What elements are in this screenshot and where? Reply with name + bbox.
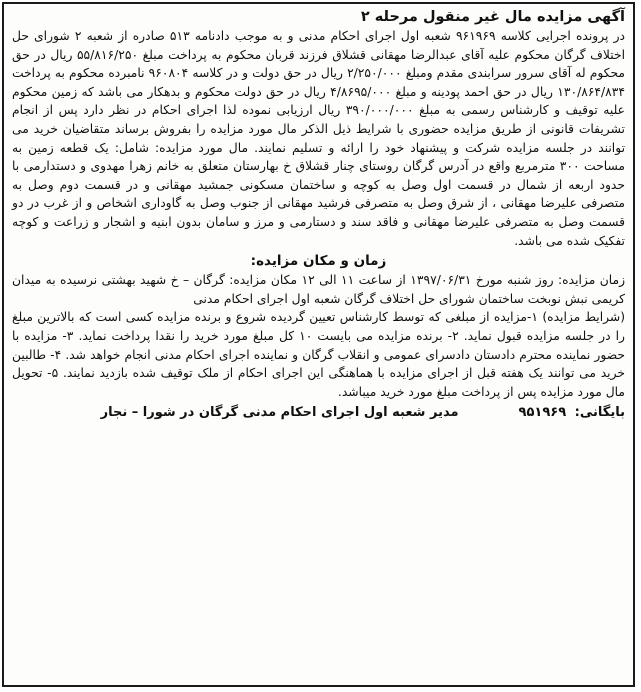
archive-label: بایگانی: <box>574 405 625 421</box>
archive-block <box>519 403 625 423</box>
auction-conditions: (شرایط مزایده) ۱-مزایده از مبلغی که توسط کارشناس تعیین گردیده شروع و برنده مزایده کسی است که بالاترین مبلغ را در جلسه مزایده قبول نماید. ۲- برنده مزایده می بایست ۱۰ کل مبلغ مورد خرید را نقدا پرداخت نماید. ۳- مزایده با حضور نماینده محترم دادستان دادسرای عمومی و انقلاب گرگان و نماینده اجرای احکام مدنی انجام خواهد شد. ۴- طالبین خرید می توانند یک هفته قبل از اجرای مزایده با هماهنگی این اجرای احکام از ملک توقیف شده بازدید نمایند. ۵- تحویل مال مورد مزایده پس از پرداخت مبلغ مورد خرید میباشد. <box>12 310 625 399</box>
time-place-heading: زمان و مکان مزایده: <box>250 253 387 270</box>
notice-title: آگهی مزایده مال غیر منقول مرحله ۲ <box>360 9 625 25</box>
notice-body: در پرونده اجرایی کلاسه ۹۶۱۹۶۹ شعبه اول اجرای احکام مدنی و به موجب دادنامه ۵۱۳ صادره از شعبه ۲ شورای حل اختلاف گرگان محکوم علیه آقای عبدالرضا مهقانی قشلاق فرزند قربان محکوم به پرداخت مبلغ ۵۵/۸۱۶/۲۵۰ ریال در حق محکوم له آقای سرور سرابندی مقدم ومبلغ ۲/۲۵۰/۰۰۰ ریال در حق دولت و در کلاسه ۹۶۰۸۰۴ نامبرده محکوم به پرداخت ۱۳۰/۸۶۴/۸۳۴ ریال در حق احمد پودینه و مبلغ ۴/۸۶۹۵/۰۰۰ ریال در حق دولت محکوم و بدهکار می باشد که زمین محکوم علیه توقیف و کارشناس رسمی به مبلغ ۳۹۰/۰۰۰/۰۰۰ ریال ارزیابی نموده لذا اجرای احکام در نظر دارد پس از انجام تشریفات قانونی از طریق مزایده حضوری با شرایط ذیل الذکر مال مورد مزایده را بفروش برساند متقاضیان خرید می توانند در جلسه مزایده شرکت و پیشنهاد خود را ارائه و تسلیم نمایند. مال مورد مزایده: شامل: یک قطعه زمین به مساحت ۳۰۰ مترمربع واقع در آدرس گرگان روستای چنار قشلاق خ بهارستان متعلق به خانم زهرا مهدوی و دستدارمی با حدود اربعه از شمال در قسمت اول وصل به کوچه و ساختمان مسکونی جمشید مهقانی و در قسمت دوم وصل به متصرفی علیرضا مهقانی ، از شرق وصل به متصرفی فرشید مهقانی از جنوب وصل به گاوداری اشخاص و از غرب در دو قسمت وصل به متصرفی علیرضا مهقانی و فاقد سند و دستارمی و مرز و سامان بدون ابنیه و اشجار و زراعت و کوچه تفکیک شده می باشد. <box>12 29 625 248</box>
notice-footer <box>12 403 625 423</box>
archive-number: ۹۵۱۹۶۹ <box>518 405 567 421</box>
signature-line: مدیر شعبه اول اجرای احکام مدنی گرگان در شورا – نجار <box>100 405 459 421</box>
time-place-text: زمان مزایده: روز شنبه مورخ ۱۳۹۷/۰۶/۳۱ از ساعت ۱۱ الی ۱۲ مکان مزایده: گرگان – خ شهید بهشتی نرسیده به میدان کریمی نبش نوبخت ساختمان شورای حل اختلاف گرگان شعبه اول اجرای احکام مدنی <box>12 273 626 306</box>
auction-notice <box>2 2 635 687</box>
